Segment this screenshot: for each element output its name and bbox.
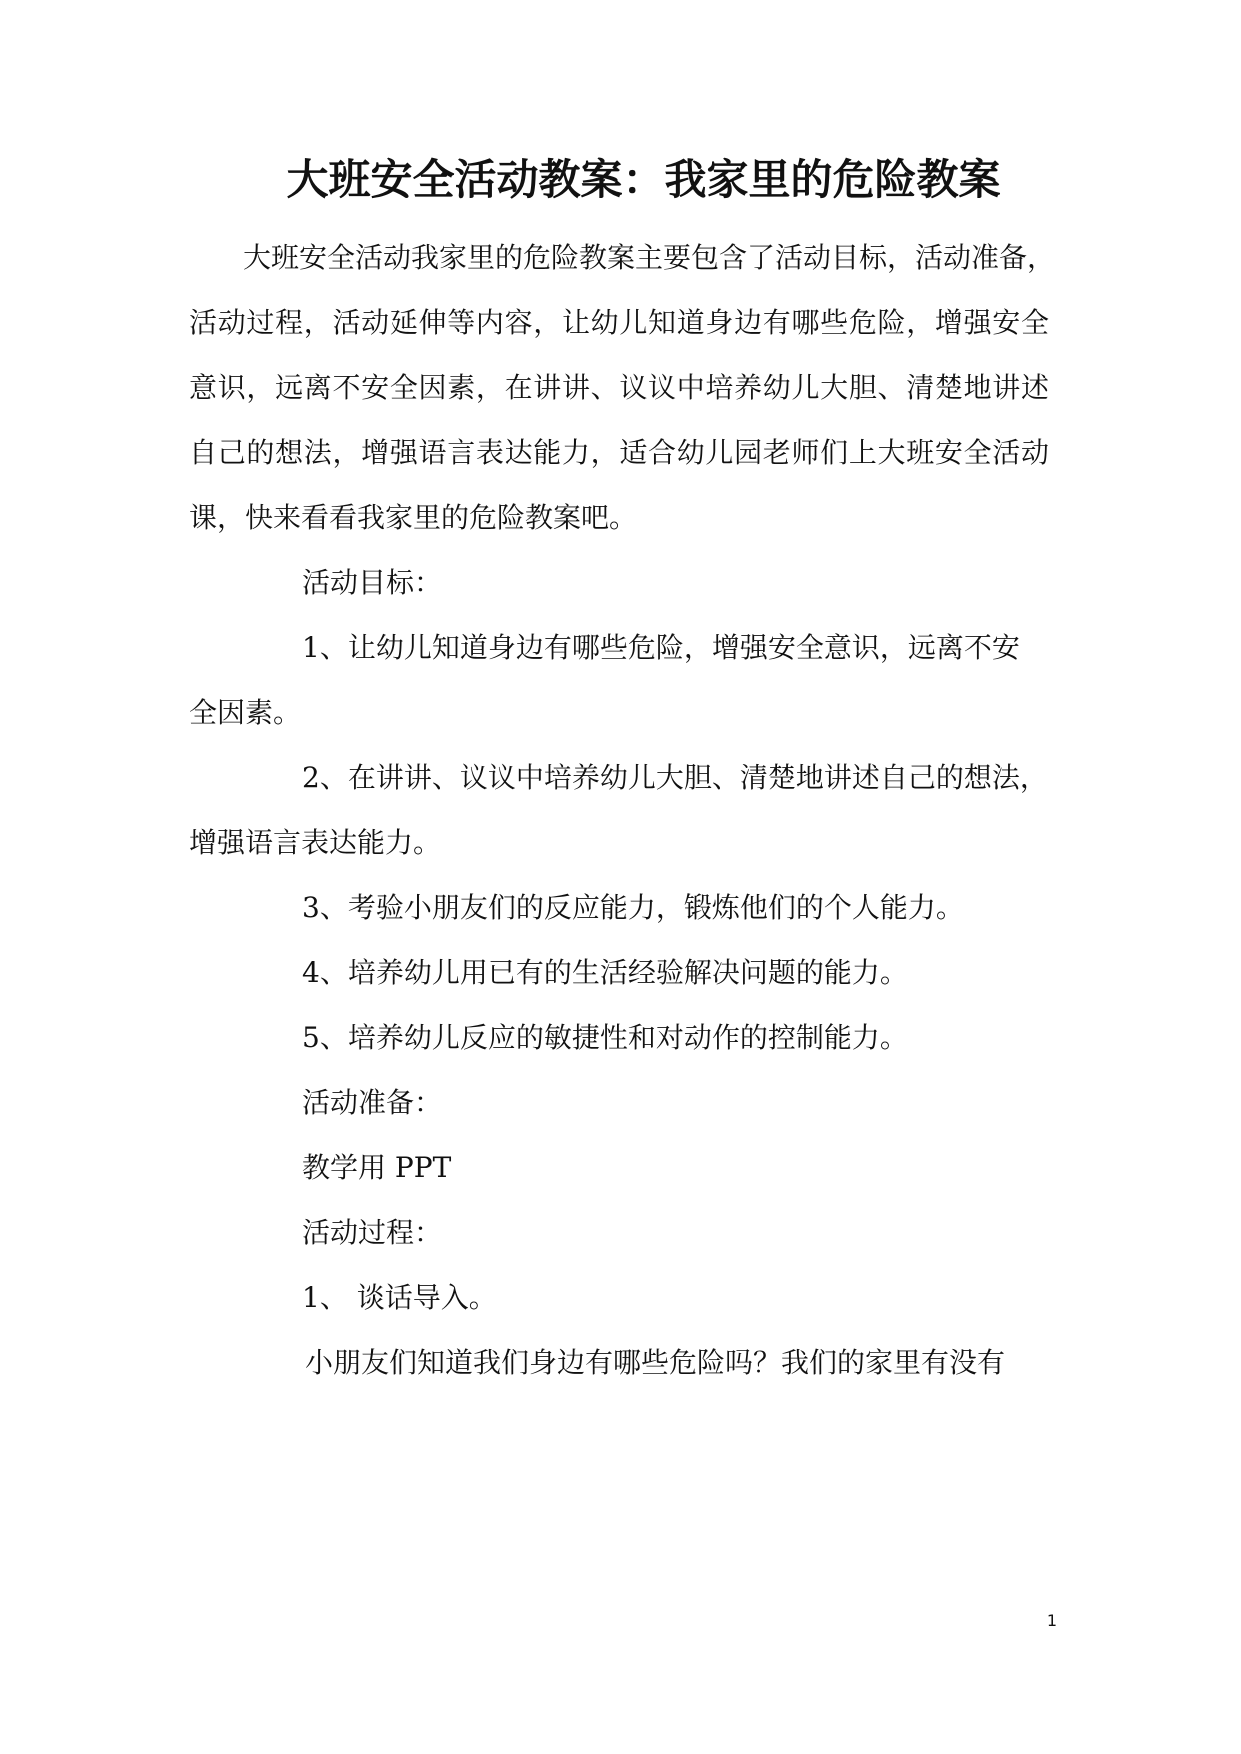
document-title: 大班安全活动教案：我家里的危险教案 [286,155,1001,204]
page-number: 1 [1046,1611,1058,1630]
intro-line-3: 意识，远离不安全因素，在讲讲、议议中培养幼儿大胆、清楚地讲述 [189,371,1049,404]
process-heading: 活动过程： [302,1216,443,1249]
prep-heading: 活动准备： [302,1086,443,1119]
prep-item: 教学用 PPT [302,1151,452,1184]
question-line: 小朋友们知道我们身边有哪些危险吗？我们的家里有没有 [305,1346,1006,1379]
process-step-1: 1、 谈话导入。 [302,1281,497,1314]
intro-line-2: 活动过程，活动延伸等内容，让幼儿知道身边有哪些危险，增强安全 [189,306,1049,339]
intro-line-5: 课，快来看看我家里的危险教案吧。 [189,501,638,534]
goal-3: 3、考验小朋友们的反应能力，锻炼他们的个人能力。 [302,891,964,924]
goal-2-line-1: 2、在讲讲、议议中培养幼儿大胆、清楚地讲述自己的想法， [302,761,1048,794]
goal-5: 5、培养幼儿反应的敏捷性和对动作的控制能力。 [302,1021,908,1054]
goal-1-line-1: 1、让幼儿知道身边有哪些危险，增强安全意识，远离不安 [302,631,1020,664]
goals-heading: 活动目标： [302,566,443,599]
intro-line-4: 自己的想法，增强语言表达能力，适合幼儿园老师们上大班安全活动 [189,436,1049,469]
intro-line-1: 大班安全活动我家里的危险教案主要包含了活动目标，活动准备， [243,241,1056,274]
goal-2-line-2: 增强语言表达能力。 [189,826,442,859]
goal-1-line-2: 全因素。 [189,696,302,729]
goal-4: 4、培养幼儿用已有的生活经验解决问题的能力。 [302,956,908,989]
